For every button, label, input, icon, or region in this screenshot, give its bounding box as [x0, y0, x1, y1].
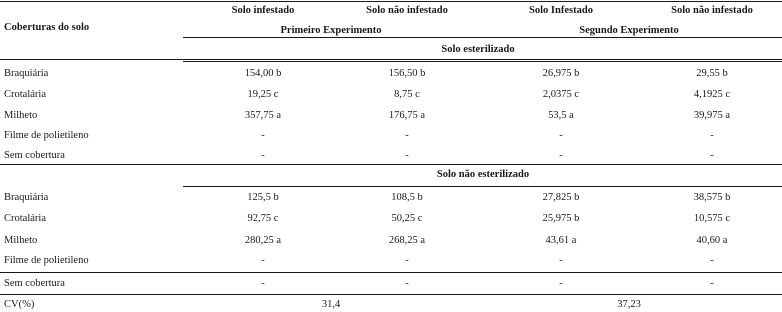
table-cell: -: [710, 255, 714, 266]
table-cell: 2,0375 c: [542, 89, 580, 100]
table-cell: 125,5 b: [247, 192, 279, 203]
row-label: Sem cobertura: [4, 278, 65, 289]
table-cell: -: [261, 255, 265, 266]
table-cell: 26,975 b: [542, 68, 580, 79]
table-cell: 108,5 b: [391, 192, 423, 203]
table-cell: 357,75 a: [244, 110, 282, 121]
table-cell: 8,75 c: [394, 89, 420, 100]
row-label: Filme de polietileno: [4, 255, 89, 266]
table-cell: -: [559, 130, 563, 141]
row-label: Milheto: [4, 235, 38, 246]
table-cell: 10,575 c: [693, 213, 731, 224]
table-cell: -: [405, 278, 409, 289]
table-cell: -: [261, 150, 265, 161]
table-cell: 40,60 a: [696, 235, 728, 246]
section-nonsterilized-rule: [183, 186, 782, 187]
table-cell: 280,25 a: [244, 235, 282, 246]
header-bottom-rule: [0, 59, 782, 60]
table-cell: -: [710, 150, 714, 161]
table-cell: 29,55 b: [696, 68, 728, 79]
table-cell: 268,25 a: [388, 235, 426, 246]
table-cell: -: [710, 278, 714, 289]
table-cell: -: [559, 150, 563, 161]
row-header-label: Coberturas do solo: [4, 22, 90, 33]
section-sterilized-bottom-rule: [0, 164, 782, 165]
table-cell: 50,25 c: [391, 213, 423, 224]
table-cell: 43,61 a: [545, 235, 577, 246]
experiment-1-label: Primeiro Experimento: [280, 25, 382, 36]
table-cell: 39,975 a: [693, 110, 731, 121]
col-header-exp1-infested: Solo infestado: [231, 5, 295, 16]
row-label: Filme de polietileno: [4, 130, 89, 141]
table-cell: -: [261, 130, 265, 141]
cv-label: CV(%): [4, 299, 35, 310]
table-cell: 19,25 c: [247, 89, 279, 100]
section-sterilized-rule: [183, 61, 782, 62]
table-cell: 92,75 c: [247, 213, 279, 224]
table-cell: 176,75 a: [388, 110, 426, 121]
cv-exp1-value: 31,4: [321, 299, 341, 310]
col-header-exp1-noninfested: Solo não infestado: [366, 5, 448, 16]
row-label: Sem cobertura: [4, 150, 65, 161]
row-label: Milheto: [4, 110, 38, 121]
experiment-rule: [183, 37, 782, 38]
table-cell: -: [261, 278, 265, 289]
table-cell: 156,50 b: [388, 68, 426, 79]
table-cell: 4,1925 c: [693, 89, 731, 100]
row-label: Crotalária: [4, 89, 46, 100]
experiment-2-label: Segundo Experimento: [579, 25, 679, 36]
cv-rule: [0, 294, 782, 295]
row-label: Braquiária: [4, 192, 49, 203]
col-header-exp2-infested: Solo Infestado: [529, 5, 593, 16]
sem-cobertura-rule: [0, 272, 782, 273]
table-cell: -: [559, 255, 563, 266]
table-cell: 53,5 a: [548, 110, 574, 121]
table-cell: 154,00 b: [244, 68, 282, 79]
row-label: Crotalária: [4, 213, 46, 224]
cv-exp2-value: 37,23: [617, 299, 641, 310]
table-cell: -: [405, 130, 409, 141]
table-cell: 25,975 b: [542, 213, 580, 224]
table-cell: 27,825 b: [542, 192, 580, 203]
top-rule: [0, 1, 782, 2]
table-cell: 38,575 b: [693, 192, 731, 203]
row-label: Braquiária: [4, 68, 49, 79]
table-cell: -: [710, 130, 714, 141]
col-header-exp2-noninfested: Solo não infestado: [671, 5, 753, 16]
section-title: Solo não esterilizado: [436, 169, 530, 180]
table-cell: -: [405, 150, 409, 161]
table-cell: -: [559, 278, 563, 289]
section-title: Solo esterilizado: [441, 44, 515, 55]
table-cell: -: [405, 255, 409, 266]
